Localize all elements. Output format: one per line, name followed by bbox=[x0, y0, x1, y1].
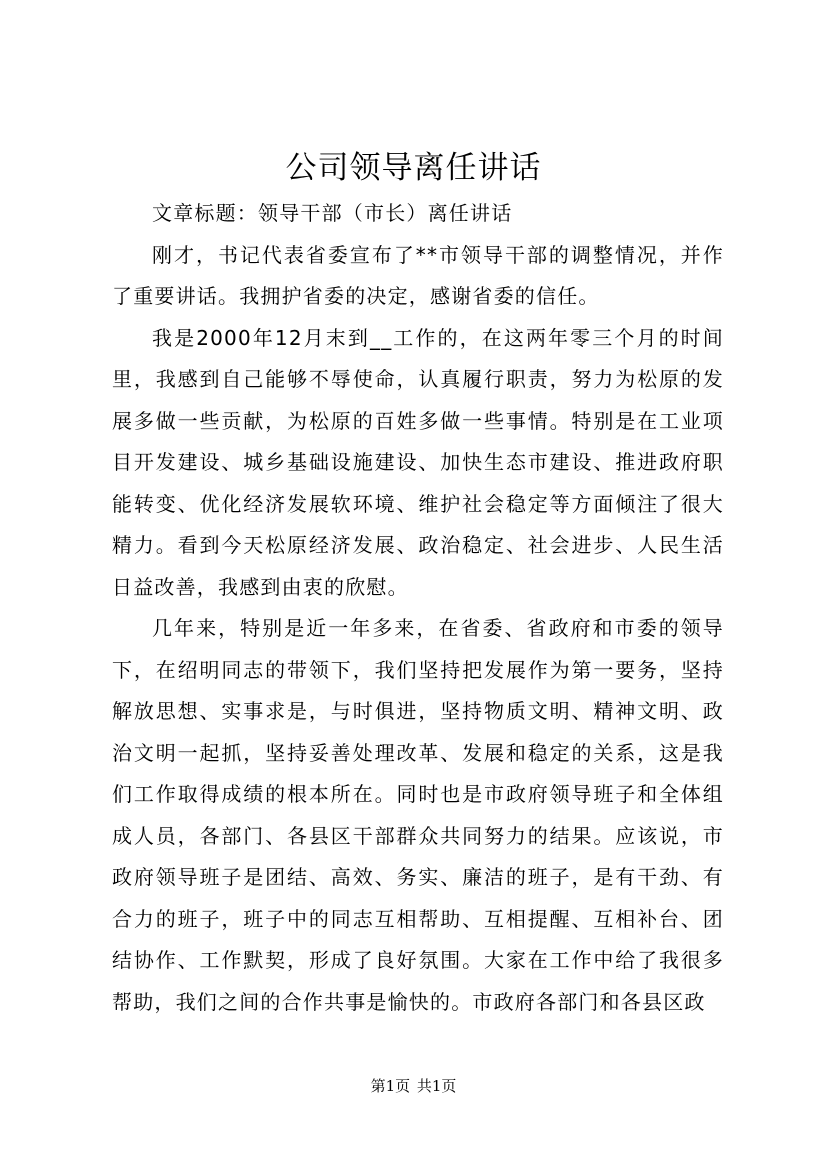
page-footer bbox=[0, 1076, 827, 1096]
document-body bbox=[112, 193, 724, 1023]
document-title: 公司领导离任讲话 bbox=[285, 150, 542, 186]
body-paragraph: 我是2000年12月末到__工作的，在这两年零三个月的时间里，我感到自己能够不辱使命，认真履行职责，努力为松原的发展多做一些贡献，为松原的百姓多做一些事情。特别是在工业项目开发建设、城乡基础设施建设、加快生态市建设、推进政府职能转变、优化经济发展软环境、维护社会稳定等方面倾注了很大精力。看到今天松原经济发展、政治稳定、社会进步、人民生活日益改善，我感到由衷的欣慰。 bbox=[112, 325, 724, 599]
page-total: 共1页 bbox=[416, 1077, 457, 1095]
page-number: 第1页 bbox=[370, 1077, 411, 1095]
body-paragraph: 几年来，特别是近一年多来，在省委、省政府和市委的领导下，在绍明同志的带领下，我们坚持把发展作为第一要务，坚持解放思想、实事求是，与时俱进，坚持物质文明、精神文明、政治文明一起抓，坚持妥善处理改革、发展和稳定的关系，这是我们工作取得成绩的根本所在。同时也是市政府领导班子和全体组成人员，各部门、各县区干部群众共同努力的结果。应该说，市政府领导班子是团结、高效、务实、廉洁的班子，是有干劲、有合力的班子，班子中的同志互相帮助、互相提醒、互相补台、团结协作、工作默契，形成了良好氛围。大家在工作中给了我很多帮助，我们之间的合作共事是愉快的。市政府各部门和各县区政 bbox=[112, 616, 724, 1014]
body-paragraph: 刚才，书记代表省委宣布了**市领导干部的调整情况，并作了重要讲话。我拥护省委的决定，感谢省委的信任。 bbox=[112, 242, 724, 308]
article-subtitle-paragraph: 文章标题：领导干部（市长）离任讲话 bbox=[152, 201, 513, 225]
